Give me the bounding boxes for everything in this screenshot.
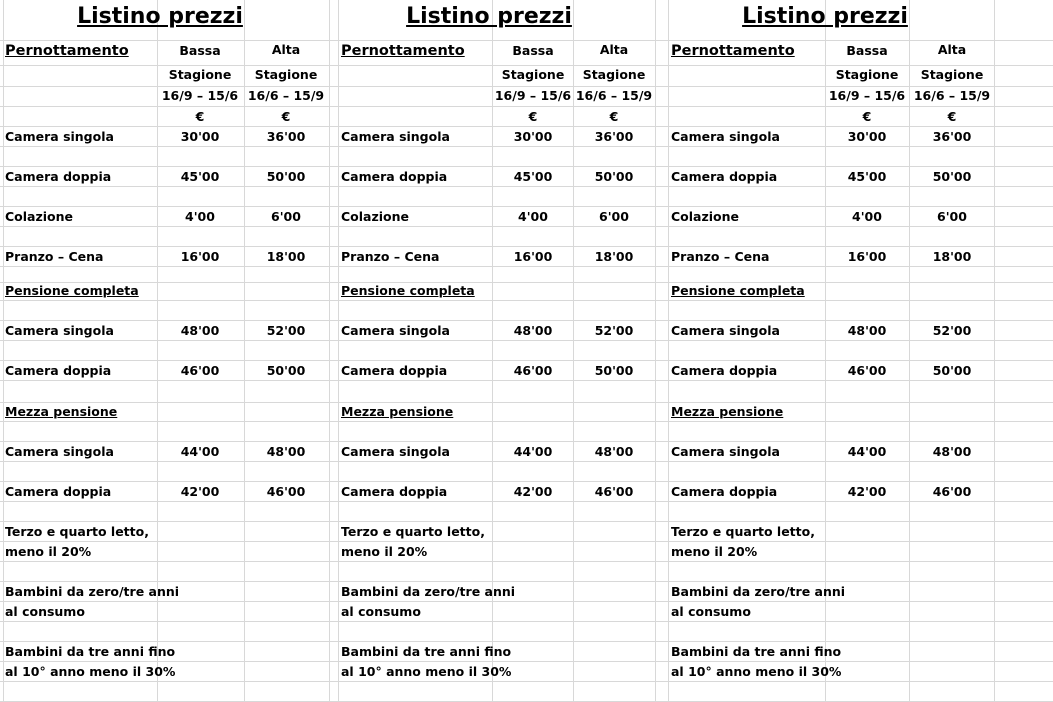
header-bassa-stagione[interactable]: Stagione bbox=[835, 67, 899, 82]
price-bassa[interactable]: 42'00 bbox=[847, 484, 887, 499]
row-label[interactable]: Pranzo – Cena bbox=[341, 249, 440, 264]
price-list-title[interactable]: Listino prezzi bbox=[77, 4, 243, 29]
note-line[interactable]: al 10° anno meno il 30% bbox=[671, 664, 842, 679]
currency-bassa[interactable]: € bbox=[862, 109, 872, 124]
row-gridline bbox=[0, 300, 1053, 301]
row-label[interactable]: Camera singola bbox=[5, 129, 114, 144]
currency-bassa[interactable]: € bbox=[528, 109, 538, 124]
price-bassa[interactable]: 45'00 bbox=[847, 169, 887, 184]
period-alta[interactable]: 16/6 – 15/9 bbox=[575, 88, 653, 103]
note-line[interactable]: al consumo bbox=[341, 604, 421, 619]
row-gridline bbox=[0, 661, 1053, 662]
price-alta[interactable]: 48'00 bbox=[932, 444, 972, 459]
price-bassa[interactable]: 4'00 bbox=[185, 209, 215, 224]
price-bassa[interactable]: 42'00 bbox=[513, 484, 553, 499]
price-bassa[interactable]: 42'00 bbox=[180, 484, 220, 499]
row-gridline bbox=[0, 621, 1053, 622]
note-line[interactable]: al 10° anno meno il 30% bbox=[341, 664, 512, 679]
row-gridline bbox=[0, 126, 1053, 127]
note-line[interactable]: Bambini da zero/tre anni bbox=[671, 584, 846, 599]
row-gridline bbox=[0, 441, 1053, 442]
currency-alta[interactable]: € bbox=[609, 109, 619, 124]
row-label[interactable]: Pranzo – Cena bbox=[671, 249, 770, 264]
row-label[interactable]: Camera singola bbox=[341, 444, 450, 459]
row-gridline bbox=[0, 86, 1053, 87]
row-label[interactable]: Camera doppia bbox=[341, 363, 448, 378]
price-alta[interactable]: 50'00 bbox=[594, 169, 634, 184]
price-list-title[interactable]: Listino prezzi bbox=[406, 4, 572, 29]
currency-alta[interactable]: € bbox=[281, 109, 291, 124]
note-line[interactable]: al consumo bbox=[671, 604, 751, 619]
row-label[interactable]: Colazione bbox=[341, 209, 410, 224]
row-gridline bbox=[0, 481, 1053, 482]
period-alta[interactable]: 16/6 – 15/9 bbox=[247, 88, 325, 103]
section-heading-pensione-completa[interactable]: Pensione completa bbox=[341, 283, 475, 298]
price-alta[interactable]: 18'00 bbox=[932, 249, 972, 264]
row-label[interactable]: Pranzo – Cena bbox=[5, 249, 104, 264]
note-line[interactable]: Bambini da tre anni fino bbox=[5, 644, 176, 659]
section-heading-pensione-completa[interactable]: Pensione completa bbox=[5, 283, 139, 298]
row-gridline bbox=[0, 421, 1053, 422]
header-alta-stagione[interactable]: Stagione bbox=[254, 67, 318, 82]
note-line[interactable]: Bambini da zero/tre anni bbox=[5, 584, 180, 599]
section-heading-mezza-pensione[interactable]: Mezza pensione bbox=[341, 404, 454, 419]
price-bassa[interactable]: 30'00 bbox=[180, 129, 220, 144]
header-bassa-stagione[interactable]: Stagione bbox=[168, 67, 232, 82]
price-bassa[interactable]: 30'00 bbox=[513, 129, 553, 144]
row-label[interactable]: Camera singola bbox=[671, 129, 780, 144]
price-bassa[interactable]: 48'00 bbox=[847, 323, 887, 338]
note-line[interactable]: meno il 20% bbox=[341, 544, 428, 559]
price-alta[interactable]: 46'00 bbox=[932, 484, 972, 499]
price-alta[interactable]: 50'00 bbox=[266, 363, 306, 378]
price-bassa[interactable]: 16'00 bbox=[513, 249, 553, 264]
price-alta[interactable]: 48'00 bbox=[266, 444, 306, 459]
row-gridline bbox=[0, 146, 1053, 147]
price-bassa[interactable]: 44'00 bbox=[180, 444, 220, 459]
note-line[interactable]: meno il 20% bbox=[5, 544, 92, 559]
row-gridline bbox=[0, 360, 1053, 361]
price-bassa[interactable]: 44'00 bbox=[847, 444, 887, 459]
price-bassa[interactable]: 46'00 bbox=[513, 363, 553, 378]
period-alta[interactable]: 16/6 – 15/9 bbox=[913, 88, 991, 103]
row-gridline bbox=[0, 266, 1053, 267]
price-alta[interactable]: 48'00 bbox=[594, 444, 634, 459]
price-alta[interactable]: 6'00 bbox=[937, 209, 967, 224]
price-alta[interactable]: 52'00 bbox=[594, 323, 634, 338]
row-label[interactable]: Camera singola bbox=[5, 323, 114, 338]
row-gridline bbox=[0, 541, 1053, 542]
row-label[interactable]: Camera doppia bbox=[671, 363, 778, 378]
row-label[interactable]: Camera singola bbox=[671, 444, 780, 459]
section-heading-pernottamento[interactable]: Pernottamento bbox=[671, 43, 795, 59]
price-alta[interactable]: 52'00 bbox=[932, 323, 972, 338]
row-gridline bbox=[0, 681, 1053, 682]
price-bassa[interactable]: 45'00 bbox=[513, 169, 553, 184]
row-label[interactable]: Camera doppia bbox=[671, 484, 778, 499]
row-label[interactable]: Colazione bbox=[5, 209, 74, 224]
row-gridline bbox=[0, 521, 1053, 522]
row-gridline bbox=[0, 581, 1053, 582]
row-gridline bbox=[0, 380, 1053, 381]
row-gridline bbox=[0, 40, 1053, 41]
row-gridline bbox=[0, 226, 1053, 227]
price-alta[interactable]: 52'00 bbox=[266, 323, 306, 338]
price-alta[interactable]: 36'00 bbox=[932, 129, 972, 144]
row-gridline bbox=[0, 65, 1053, 66]
period-bassa[interactable]: 16/9 – 15/6 bbox=[494, 88, 572, 103]
row-label[interactable]: Camera doppia bbox=[5, 169, 112, 184]
price-alta[interactable]: 18'00 bbox=[594, 249, 634, 264]
row-label[interactable]: Camera singola bbox=[5, 444, 114, 459]
header-alta[interactable]: Alta bbox=[599, 42, 629, 57]
header-bassa[interactable]: Bassa bbox=[179, 43, 221, 58]
note-line[interactable]: Bambini da tre anni fino bbox=[671, 644, 842, 659]
note-line[interactable]: meno il 20% bbox=[671, 544, 758, 559]
row-gridline bbox=[0, 340, 1053, 341]
header-bassa[interactable]: Bassa bbox=[846, 43, 888, 58]
row-label[interactable]: Camera doppia bbox=[671, 169, 778, 184]
section-heading-pensione-completa[interactable]: Pensione completa bbox=[671, 283, 805, 298]
row-gridline bbox=[0, 402, 1053, 403]
note-line[interactable]: al 10° anno meno il 30% bbox=[5, 664, 176, 679]
note-line[interactable]: Bambini da tre anni fino bbox=[341, 644, 512, 659]
price-bassa[interactable]: 48'00 bbox=[180, 323, 220, 338]
row-label[interactable]: Camera doppia bbox=[5, 484, 112, 499]
section-heading-mezza-pensione[interactable]: Mezza pensione bbox=[671, 404, 784, 419]
price-bassa[interactable]: 46'00 bbox=[847, 363, 887, 378]
price-bassa[interactable]: 48'00 bbox=[513, 323, 553, 338]
currency-bassa[interactable]: € bbox=[195, 109, 205, 124]
price-alta[interactable]: 6'00 bbox=[271, 209, 301, 224]
price-alta[interactable]: 50'00 bbox=[932, 169, 972, 184]
note-line[interactable]: Terzo e quarto letto, bbox=[671, 524, 815, 539]
row-gridline bbox=[0, 320, 1053, 321]
row-label[interactable]: Camera singola bbox=[671, 323, 780, 338]
note-line[interactable]: al consumo bbox=[5, 604, 85, 619]
row-label[interactable]: Colazione bbox=[671, 209, 740, 224]
row-gridline bbox=[0, 186, 1053, 187]
header-alta[interactable]: Alta bbox=[271, 42, 301, 57]
row-label[interactable]: Camera singola bbox=[341, 323, 450, 338]
row-label[interactable]: Camera singola bbox=[341, 129, 450, 144]
price-alta[interactable]: 18'00 bbox=[266, 249, 306, 264]
currency-alta[interactable]: € bbox=[947, 109, 957, 124]
period-bassa[interactable]: 16/9 – 15/6 bbox=[161, 88, 239, 103]
row-label[interactable]: Camera doppia bbox=[5, 363, 112, 378]
price-alta[interactable]: 50'00 bbox=[932, 363, 972, 378]
price-alta[interactable]: 50'00 bbox=[594, 363, 634, 378]
header-bassa[interactable]: Bassa bbox=[512, 43, 554, 58]
row-gridline bbox=[0, 561, 1053, 562]
row-gridline bbox=[0, 166, 1053, 167]
note-line[interactable]: Bambini da zero/tre anni bbox=[341, 584, 516, 599]
header-alta-stagione[interactable]: Stagione bbox=[582, 67, 646, 82]
period-bassa[interactable]: 16/9 – 15/6 bbox=[828, 88, 906, 103]
row-gridline bbox=[0, 641, 1053, 642]
row-label[interactable]: Camera doppia bbox=[341, 484, 448, 499]
price-list-title[interactable]: Listino prezzi bbox=[742, 4, 908, 29]
row-gridline bbox=[0, 461, 1053, 462]
section-heading-pernottamento[interactable]: Pernottamento bbox=[341, 43, 465, 59]
row-label[interactable]: Camera doppia bbox=[341, 169, 448, 184]
price-bassa[interactable]: 45'00 bbox=[180, 169, 220, 184]
row-gridline bbox=[0, 206, 1053, 207]
row-gridline bbox=[0, 282, 1053, 283]
row-gridline bbox=[0, 501, 1053, 502]
header-alta-stagione[interactable]: Stagione bbox=[920, 67, 984, 82]
price-bassa[interactable]: 46'00 bbox=[180, 363, 220, 378]
price-alta[interactable]: 50'00 bbox=[266, 169, 306, 184]
header-bassa-stagione[interactable]: Stagione bbox=[501, 67, 565, 82]
section-heading-pernottamento[interactable]: Pernottamento bbox=[5, 43, 129, 59]
section-heading-mezza-pensione[interactable]: Mezza pensione bbox=[5, 404, 118, 419]
note-line[interactable]: Terzo e quarto letto, bbox=[5, 524, 149, 539]
price-alta[interactable]: 46'00 bbox=[594, 484, 634, 499]
note-line[interactable]: Terzo e quarto letto, bbox=[341, 524, 485, 539]
price-bassa[interactable]: 44'00 bbox=[513, 444, 553, 459]
price-bassa[interactable]: 16'00 bbox=[847, 249, 887, 264]
price-bassa[interactable]: 16'00 bbox=[180, 249, 220, 264]
price-bassa[interactable]: 30'00 bbox=[847, 129, 887, 144]
row-gridline bbox=[0, 106, 1053, 107]
price-alta[interactable]: 36'00 bbox=[594, 129, 634, 144]
price-alta[interactable]: 36'00 bbox=[266, 129, 306, 144]
price-alta[interactable]: 46'00 bbox=[266, 484, 306, 499]
row-gridline bbox=[0, 601, 1053, 602]
row-gridline bbox=[0, 246, 1053, 247]
header-alta[interactable]: Alta bbox=[937, 42, 967, 57]
price-bassa[interactable]: 4'00 bbox=[852, 209, 882, 224]
price-bassa[interactable]: 4'00 bbox=[518, 209, 548, 224]
price-alta[interactable]: 6'00 bbox=[599, 209, 629, 224]
